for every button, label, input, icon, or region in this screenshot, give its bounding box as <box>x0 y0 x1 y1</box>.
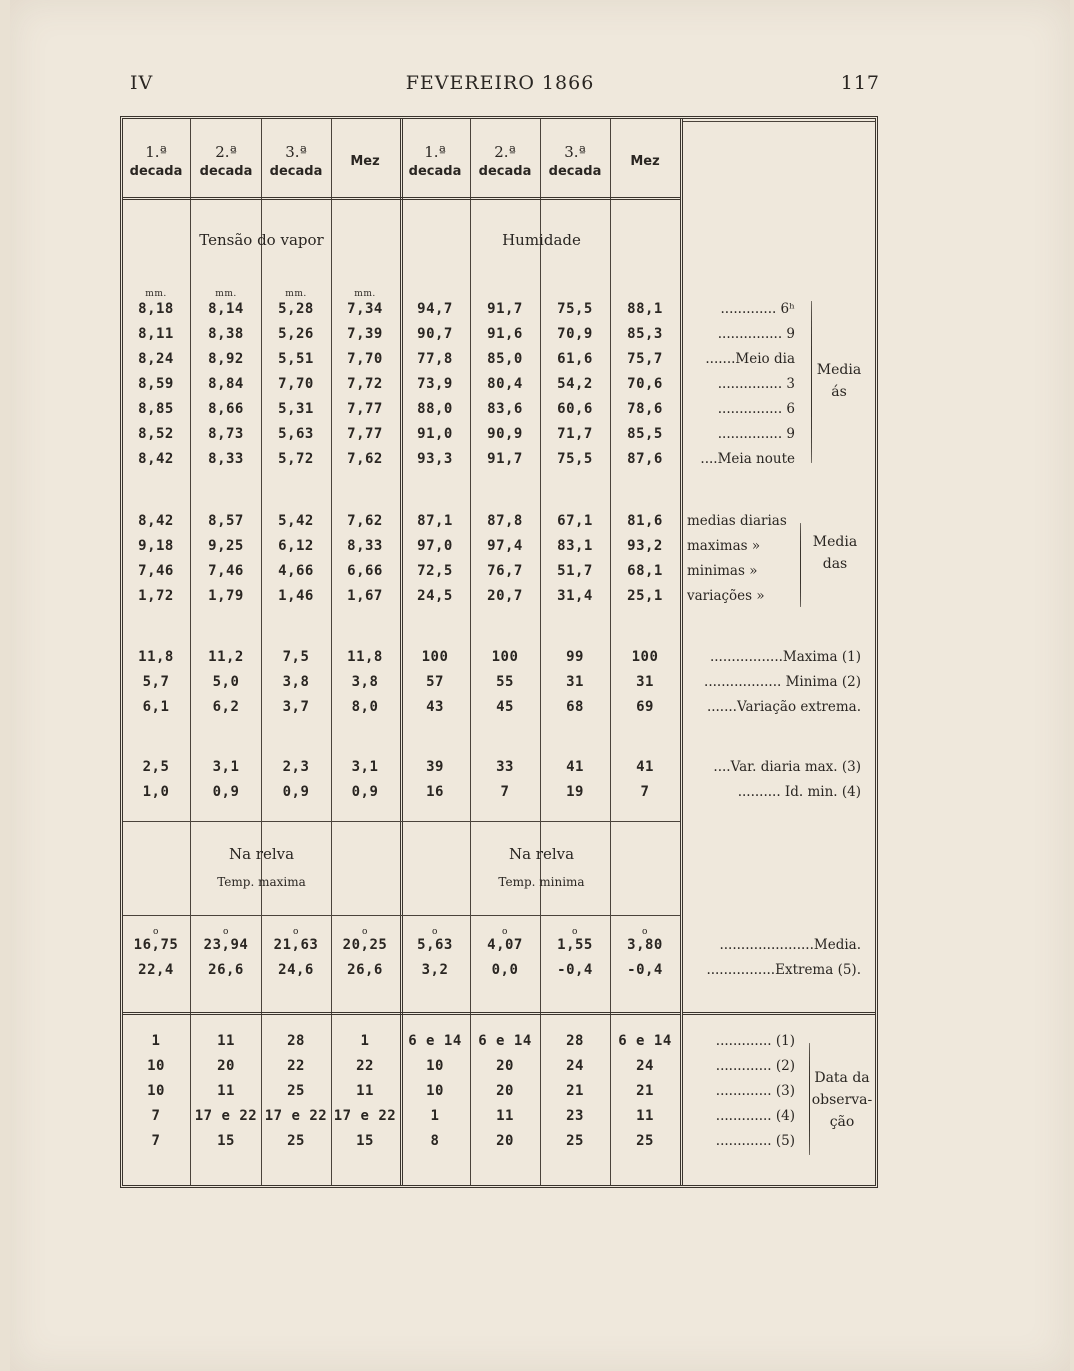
table-cell: 91,7 <box>487 451 523 467</box>
table-cell: 67,1 <box>557 513 593 529</box>
side-label-line: ás <box>831 384 847 400</box>
page-title: FEVEREIRO 1866 <box>405 72 595 94</box>
row-label: maximas » <box>687 538 761 554</box>
row-label: .......... Id. min. (4) <box>737 784 861 800</box>
table-cell: 69 <box>636 699 654 715</box>
table-cell: 7,46 <box>138 563 174 579</box>
table-cell: 5,0 <box>212 674 240 690</box>
table-cell: 21 <box>566 1083 584 1099</box>
table-cell: 8,84 <box>208 376 244 392</box>
column-header <box>401 127 469 197</box>
row-label: ............... 9 <box>717 426 795 442</box>
row-label: ......................Media. <box>719 937 861 953</box>
table-cell: 5,42 <box>278 513 314 529</box>
table-cell: 7,77 <box>347 401 383 417</box>
row-divider <box>123 915 680 916</box>
row-label: .......Variação extrema. <box>706 699 861 715</box>
table-cell: 71,7 <box>557 426 593 442</box>
section-subtitle-temp-max: Temp. maxima <box>217 875 306 889</box>
table-cell: 76,7 <box>487 563 523 579</box>
row-label: variações » <box>687 588 765 604</box>
table-cell: 31 <box>636 674 654 690</box>
table-cell: 85,0 <box>487 351 523 367</box>
table-cell: 60,6 <box>557 401 593 417</box>
row-label: ............... 3 <box>717 376 795 392</box>
table-cell: 24 <box>566 1058 584 1074</box>
table-cell: 85,5 <box>627 426 663 442</box>
unit-label: mm. <box>354 289 376 299</box>
column-header <box>471 127 539 197</box>
table-cell: 16 <box>426 784 444 800</box>
column-header-label: Mez <box>630 154 660 169</box>
table-cell: 2,3 <box>282 759 310 775</box>
table-cell: 41 <box>566 759 584 775</box>
table-cell: 26,6 <box>208 962 244 978</box>
row-label: ............... 9 <box>717 326 795 342</box>
page-number: 117 <box>840 72 880 94</box>
row-label: medias diarias <box>687 513 787 529</box>
side-label-line: Media <box>816 362 862 378</box>
table-cell: 5,28 <box>278 301 314 317</box>
table-cell: 24,5 <box>417 588 453 604</box>
table-cell: 75,5 <box>557 451 593 467</box>
side-label-data-observacao <box>811 1067 873 1133</box>
table-cell: 8,59 <box>138 376 174 392</box>
table-cell: 75,5 <box>557 301 593 317</box>
row-label: ............. (1) <box>715 1033 795 1049</box>
table-cell: 5,26 <box>278 326 314 342</box>
table-cell: 9,18 <box>138 538 174 554</box>
table-cell: 19 <box>566 784 584 800</box>
table-cell: 51,7 <box>557 563 593 579</box>
table-cell: 11 <box>217 1033 235 1049</box>
table-cell: 3,1 <box>351 759 379 775</box>
table-cell: 11 <box>636 1108 654 1124</box>
col-divider-main <box>680 119 683 1185</box>
table-cell: 88,1 <box>627 301 663 317</box>
row-label: ............. (5) <box>715 1133 795 1149</box>
table-cell: 8,42 <box>138 513 174 529</box>
table-cell: 23 <box>566 1108 584 1124</box>
table-cell: 25 <box>287 1083 305 1099</box>
table-cell: 91,0 <box>417 426 453 442</box>
degree-mark: o <box>502 927 508 937</box>
table-cell: 8,33 <box>347 538 383 554</box>
row-divider <box>123 821 680 822</box>
table-cell: 21 <box>636 1083 654 1099</box>
table-cell: 7,62 <box>347 451 383 467</box>
table-cell: 8,57 <box>208 513 244 529</box>
table-cell: 2,5 <box>142 759 170 775</box>
table-cell: 3,7 <box>282 699 310 715</box>
section-title-relva-min: Na relva <box>508 845 575 863</box>
table-cell: 90,9 <box>487 426 523 442</box>
column-header-ordinal: 3.ª <box>285 143 307 161</box>
column-header-ordinal: 2.ª <box>494 143 516 161</box>
column-header-ordinal: 3.ª <box>564 143 586 161</box>
column-header-ordinal: 1.ª <box>145 143 167 161</box>
table-cell: 5,7 <box>142 674 170 690</box>
section-title-vapor: Tensão do vapor <box>199 231 324 249</box>
table-cell: 94,7 <box>417 301 453 317</box>
side-label-media-as <box>811 359 867 403</box>
table-cell: 8,66 <box>208 401 244 417</box>
table-cell: 8,24 <box>138 351 174 367</box>
table-cell: 7 <box>640 784 650 800</box>
section-numeral: IV <box>130 72 154 94</box>
table-cell: 8,52 <box>138 426 174 442</box>
table-cell: 0,9 <box>282 784 310 800</box>
table-cell: 8,42 <box>138 451 174 467</box>
table-cell: 78,6 <box>627 401 663 417</box>
table-cell: 11,8 <box>138 649 174 665</box>
row-label: ............. (4) <box>715 1108 795 1124</box>
section-title-relva-max: Na relva <box>228 845 295 863</box>
table-cell: 1 <box>151 1033 161 1049</box>
table-cell: 70,9 <box>557 326 593 342</box>
table-cell: 8,18 <box>138 301 174 317</box>
table-cell: 1,55 <box>557 937 593 953</box>
table-cell: 7,34 <box>347 301 383 317</box>
table-cell: 8,33 <box>208 451 244 467</box>
table-cell: 54,2 <box>557 376 593 392</box>
row-label: minimas » <box>687 563 758 579</box>
table-cell: 87,1 <box>417 513 453 529</box>
table-cell: 8,14 <box>208 301 244 317</box>
table-cell: 88,0 <box>417 401 453 417</box>
table-cell: 22 <box>287 1058 305 1074</box>
column-header-label: decada <box>408 164 462 179</box>
table-cell: 11,8 <box>347 649 383 665</box>
row-label: .................Maxima (1) <box>709 649 861 665</box>
table-cell: 20,7 <box>487 588 523 604</box>
table-cell: 8,0 <box>351 699 379 715</box>
table-cell: 20 <box>496 1133 514 1149</box>
table-cell: 6 e 14 <box>618 1033 672 1049</box>
table-cell: 7 <box>500 784 510 800</box>
column-header-ordinal: 2.ª <box>215 143 237 161</box>
table-cell: 7 <box>151 1133 161 1149</box>
table-cell: 93,3 <box>417 451 453 467</box>
degree-mark: o <box>223 927 229 937</box>
table-cell: 7,5 <box>282 649 310 665</box>
table-cell: 10 <box>147 1083 165 1099</box>
table-cell: 72,5 <box>417 563 453 579</box>
column-header <box>192 127 260 197</box>
row-label: ................Extrema (5). <box>706 962 861 978</box>
table-cell: 91,7 <box>487 301 523 317</box>
column-header <box>611 127 679 197</box>
table-cell: 3,8 <box>351 674 379 690</box>
table-cell: 8,73 <box>208 426 244 442</box>
table-cell: 41 <box>636 759 654 775</box>
table-cell: 68,1 <box>627 563 663 579</box>
degree-mark: o <box>572 927 578 937</box>
table-cell: 17 e 22 <box>194 1108 258 1124</box>
row-label: ............. 6ʰ <box>720 301 795 317</box>
column-header <box>122 127 190 197</box>
table-cell: 22 <box>356 1058 374 1074</box>
table-cell: 25 <box>636 1133 654 1149</box>
table-cell: 1,72 <box>138 588 174 604</box>
section-subtitle-temp-min: Temp. minima <box>498 875 585 889</box>
table-cell: 24 <box>636 1058 654 1074</box>
table-cell: 3,8 <box>282 674 310 690</box>
table-cell: 8,85 <box>138 401 174 417</box>
table-cell: 11 <box>356 1083 374 1099</box>
table-cell: 100 <box>491 649 519 665</box>
table-cell: 90,7 <box>417 326 453 342</box>
page-header <box>120 72 880 102</box>
table-cell: -0,4 <box>627 962 663 978</box>
degree-mark: o <box>362 927 368 937</box>
table-cell: 97,4 <box>487 538 523 554</box>
table-cell: 6 e 14 <box>408 1033 462 1049</box>
column-header-label: decada <box>269 164 323 179</box>
table-cell: 83,6 <box>487 401 523 417</box>
table-cell: 6,1 <box>142 699 170 715</box>
table-cell: 5,63 <box>278 426 314 442</box>
table-cell: 28 <box>566 1033 584 1049</box>
table-cell: 6,66 <box>347 563 383 579</box>
table-cell: 11,2 <box>208 649 244 665</box>
row-label: ............. (2) <box>715 1058 795 1074</box>
table-cell: 20,25 <box>342 937 388 953</box>
table-cell: 7,70 <box>278 376 314 392</box>
table-cell: 45 <box>496 699 514 715</box>
table-cell: 0,9 <box>212 784 240 800</box>
table-cell: 7,39 <box>347 326 383 342</box>
table-cell: 83,1 <box>557 538 593 554</box>
degree-mark: o <box>153 927 159 937</box>
table-cell: 7,62 <box>347 513 383 529</box>
table-cell: 68 <box>566 699 584 715</box>
table-cell: 57 <box>426 674 444 690</box>
table-cell: 20 <box>217 1058 235 1074</box>
table-cell: 17 e 22 <box>333 1108 397 1124</box>
table-cell: 1,79 <box>208 588 244 604</box>
unit-label: mm. <box>215 289 237 299</box>
table-cell: 7,77 <box>347 426 383 442</box>
row-divider <box>683 1012 876 1015</box>
table-cell: 100 <box>421 649 449 665</box>
table-cell: 31,4 <box>557 588 593 604</box>
table-cell: 3,1 <box>212 759 240 775</box>
row-divider <box>683 121 876 122</box>
data-table <box>120 116 878 1188</box>
table-cell: 21,63 <box>273 937 319 953</box>
row-divider <box>123 1012 680 1015</box>
side-label-line: Data da <box>814 1070 870 1086</box>
table-cell: 0,0 <box>491 962 519 978</box>
table-cell: 5,63 <box>417 937 453 953</box>
table-cell: 4,66 <box>278 563 314 579</box>
row-divider <box>123 197 680 200</box>
row-label: ....Meia noute <box>700 451 795 467</box>
table-cell: 6 e 14 <box>478 1033 532 1049</box>
table-cell: 16,75 <box>133 937 179 953</box>
row-label: .......Meio dia <box>705 351 795 367</box>
table-cell: 25 <box>287 1133 305 1149</box>
table-cell: 99 <box>566 649 584 665</box>
table-cell: 5,51 <box>278 351 314 367</box>
table-cell: 11 <box>496 1108 514 1124</box>
table-cell: 20 <box>496 1058 514 1074</box>
table-cell: 81,6 <box>627 513 663 529</box>
table-cell: 23,94 <box>203 937 249 953</box>
table-cell: 6,2 <box>212 699 240 715</box>
table-cell: 93,2 <box>627 538 663 554</box>
table-cell: 1,0 <box>142 784 170 800</box>
degree-mark: o <box>293 927 299 937</box>
table-cell: 25,1 <box>627 588 663 604</box>
table-cell: 3,80 <box>627 937 663 953</box>
table-cell: 7,72 <box>347 376 383 392</box>
table-cell: 80,4 <box>487 376 523 392</box>
table-cell: 39 <box>426 759 444 775</box>
table-cell: 7,46 <box>208 563 244 579</box>
table-cell: 85,3 <box>627 326 663 342</box>
table-cell: 91,6 <box>487 326 523 342</box>
table-cell: 1 <box>430 1108 440 1124</box>
section-title-humidade: Humidade <box>502 231 581 249</box>
unit-label: mm. <box>145 289 167 299</box>
table-cell: 87,8 <box>487 513 523 529</box>
table-cell: 15 <box>356 1133 374 1149</box>
row-label: ............. (3) <box>715 1083 795 1099</box>
table-cell: 1,46 <box>278 588 314 604</box>
unit-label: mm. <box>285 289 307 299</box>
column-header <box>262 127 330 197</box>
side-label-line: ção <box>829 1114 855 1130</box>
table-cell: 70,6 <box>627 376 663 392</box>
table-cell: 5,31 <box>278 401 314 417</box>
table-cell: 97,0 <box>417 538 453 554</box>
table-cell: 25 <box>566 1133 584 1149</box>
column-header-ordinal: 1.ª <box>424 143 446 161</box>
table-cell: 6,12 <box>278 538 314 554</box>
table-cell: 4,07 <box>487 937 523 953</box>
table-cell: 8,11 <box>138 326 174 342</box>
table-cell: 8,92 <box>208 351 244 367</box>
side-label-line: das <box>822 556 848 572</box>
column-header-label: decada <box>129 164 183 179</box>
column-header-label: Mez <box>350 154 380 169</box>
table-cell: 24,6 <box>278 962 314 978</box>
row-label: .................. Minima (2) <box>704 674 861 690</box>
table-cell: 10 <box>426 1058 444 1074</box>
table-cell: 31 <box>566 674 584 690</box>
table-cell: 7 <box>151 1108 161 1124</box>
column-header-label: decada <box>199 164 253 179</box>
table-cell: 73,9 <box>417 376 453 392</box>
table-cell: 9,25 <box>208 538 244 554</box>
table-cell: 3,2 <box>421 962 449 978</box>
side-label-line: Media <box>812 534 858 550</box>
table-cell: 55 <box>496 674 514 690</box>
table-cell: 100 <box>631 649 659 665</box>
table-cell: 10 <box>426 1083 444 1099</box>
degree-mark: o <box>432 927 438 937</box>
table-cell: 33 <box>496 759 514 775</box>
side-label-media-das <box>805 531 865 575</box>
table-cell: 8 <box>430 1133 440 1149</box>
table-cell: 15 <box>217 1133 235 1149</box>
table-cell: 20 <box>496 1083 514 1099</box>
table-cell: 22,4 <box>138 962 174 978</box>
table-cell: 10 <box>147 1058 165 1074</box>
table-cell: 61,6 <box>557 351 593 367</box>
table-cell: 26,6 <box>347 962 383 978</box>
column-header <box>331 127 399 197</box>
table-cell: 87,6 <box>627 451 663 467</box>
column-header-label: decada <box>548 164 602 179</box>
side-label-line: observa- <box>811 1092 873 1108</box>
table-cell: 1 <box>360 1033 370 1049</box>
row-label: ....Var. diaria max. (3) <box>713 759 861 775</box>
table-cell: 28 <box>287 1033 305 1049</box>
table-cell: 17 e 22 <box>264 1108 328 1124</box>
brace-data-observacao <box>809 1043 810 1155</box>
table-cell: 0,9 <box>351 784 379 800</box>
table-cell: 11 <box>217 1083 235 1099</box>
table-cell: 43 <box>426 699 444 715</box>
table-cell: 5,72 <box>278 451 314 467</box>
degree-mark: o <box>642 927 648 937</box>
column-header <box>541 127 609 197</box>
table-cell: 8,38 <box>208 326 244 342</box>
table-cell: 1,67 <box>347 588 383 604</box>
row-label: ............... 6 <box>717 401 795 417</box>
brace-media-das <box>800 523 801 607</box>
table-cell: 7,70 <box>347 351 383 367</box>
table-cell: 77,8 <box>417 351 453 367</box>
column-header-label: decada <box>478 164 532 179</box>
table-cell: -0,4 <box>557 962 593 978</box>
table-cell: 75,7 <box>627 351 663 367</box>
